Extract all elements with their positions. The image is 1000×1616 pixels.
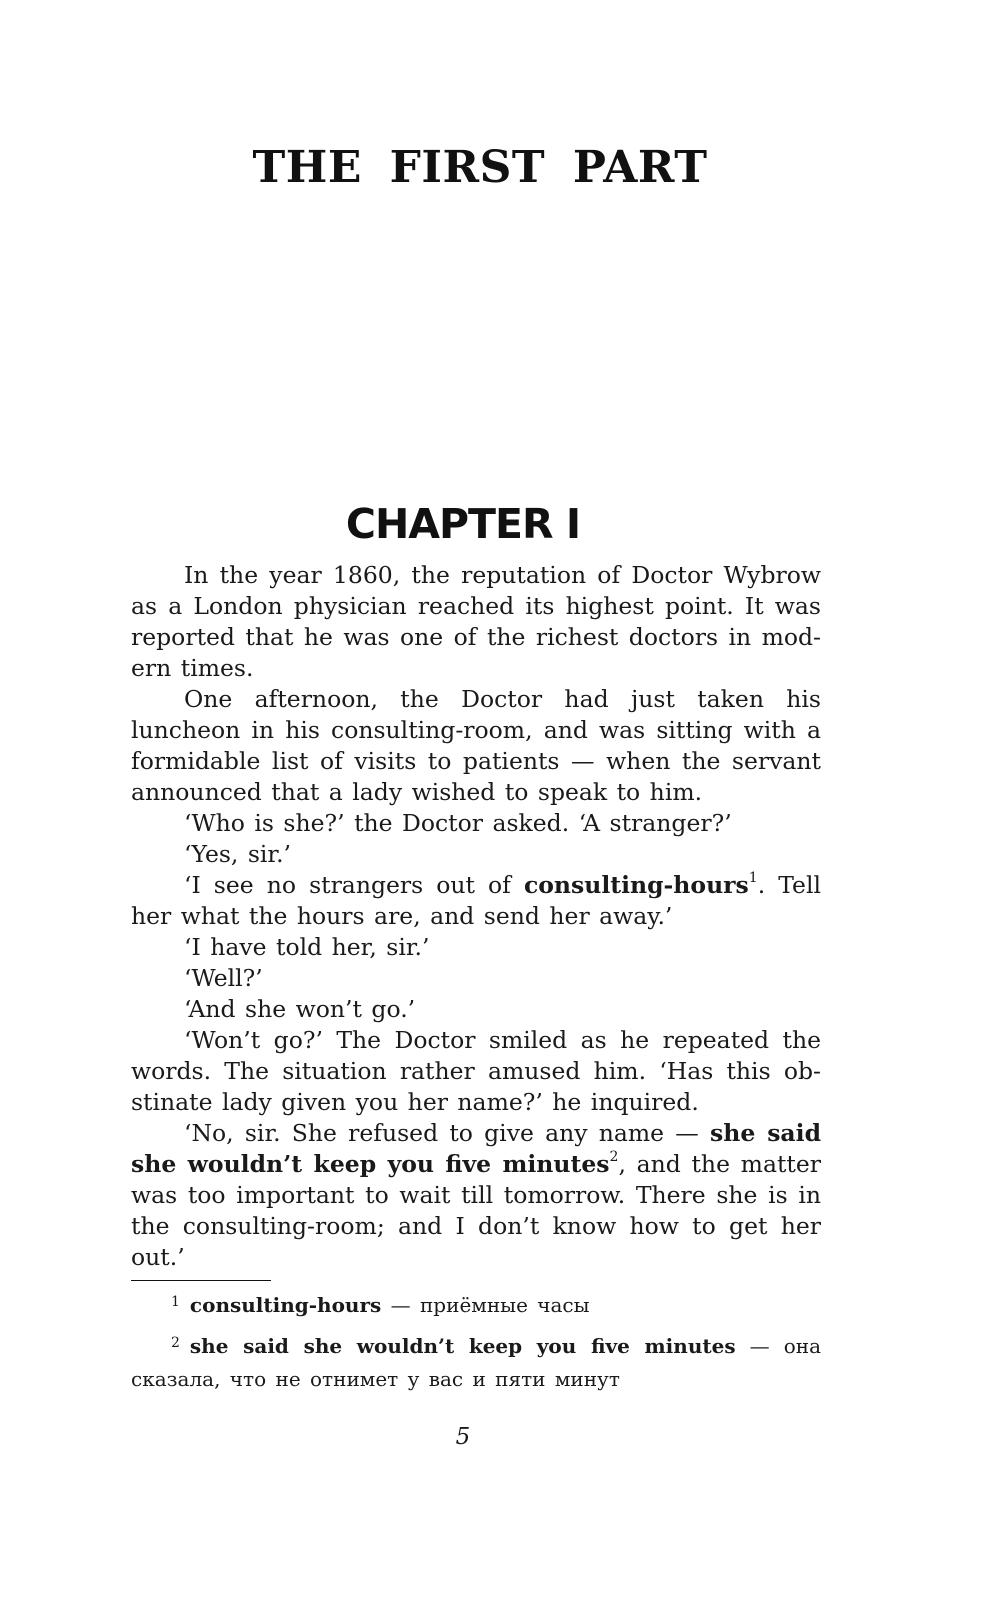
footnote-term: consulting-hours [189, 1293, 382, 1317]
chapter-title: CHAPTER I [345, 500, 581, 548]
paragraph [131, 994, 821, 1025]
paragraph-text: ‘Won’t go?’ The Doctor smiled as he repeated the words. The situation rather amused him. ‘Has this obstinate lady given you her name?’ he inquired. [131, 1026, 821, 1116]
part-title: THE FIRST PART [252, 142, 708, 193]
paragraph-text: ‘Yes, sir.’ [184, 840, 292, 868]
footnotes [131, 1290, 821, 1402]
paragraph [131, 684, 821, 808]
paragraph [131, 963, 821, 994]
footnote-number: 1 [171, 1294, 180, 1310]
paragraph [131, 839, 821, 870]
paragraph-text: , and the matter was too important to wait till tomorrow. There she is in the consulting-room; and I don’t know how to get her out.’ [131, 1150, 821, 1271]
paragraph-text: ‘Who is she?’ the Doctor asked. ‘A stranger?’ [184, 809, 732, 837]
footnote [131, 1331, 821, 1394]
footnote-translation: — приёмные часы [381, 1293, 590, 1317]
page-number: 5 [455, 1424, 471, 1450]
paragraph [131, 808, 821, 839]
paragraph [131, 870, 821, 932]
paragraph [131, 560, 821, 684]
paragraph-text: . Tell her what the hours are, and send her away.’ [131, 871, 821, 930]
footnote-marker: 1 [748, 870, 758, 887]
paragraph-text: One afternoon, the Doctor had just taken his luncheon in his consulting-room, and was sitting with a formidable list of visits to patients — when the servant announced that a lady wished to speak to him. [131, 685, 821, 806]
paragraph-text: In the year 1860, the reputation of Doctor Wybrow as a London physician reached its highest point. It was reported that he was one of the richest doctors in modern times. [131, 561, 821, 682]
paragraph [131, 932, 821, 963]
footnote-translation: — она сказала, что не отнимет у вас и пяти минут [131, 1334, 821, 1391]
paragraph-text: ‘I see no strangers out of [184, 871, 524, 899]
glossary-term: she said she wouldn’t keep you five minutes [131, 1119, 822, 1178]
paragraph [131, 1025, 821, 1118]
chapter-body-text [131, 560, 821, 1273]
footnote-number: 2 [171, 1335, 180, 1351]
paragraph-text: ‘And she won’t go.’ [184, 995, 416, 1023]
footnote-term: she said she wouldn’t keep you five minutes [189, 1334, 736, 1358]
glossary-term: consulting-hours [523, 871, 749, 899]
footnote [131, 1290, 821, 1323]
footnote-divider [131, 1280, 271, 1281]
paragraph-text: ‘No, sir. She refused to give any name — [184, 1119, 710, 1147]
footnote-marker: 2 [609, 1149, 619, 1166]
paragraph-text: ‘Well?’ [184, 964, 263, 992]
paragraph [131, 1118, 821, 1273]
paragraph-text: ‘I have told her, sir.’ [184, 933, 430, 961]
